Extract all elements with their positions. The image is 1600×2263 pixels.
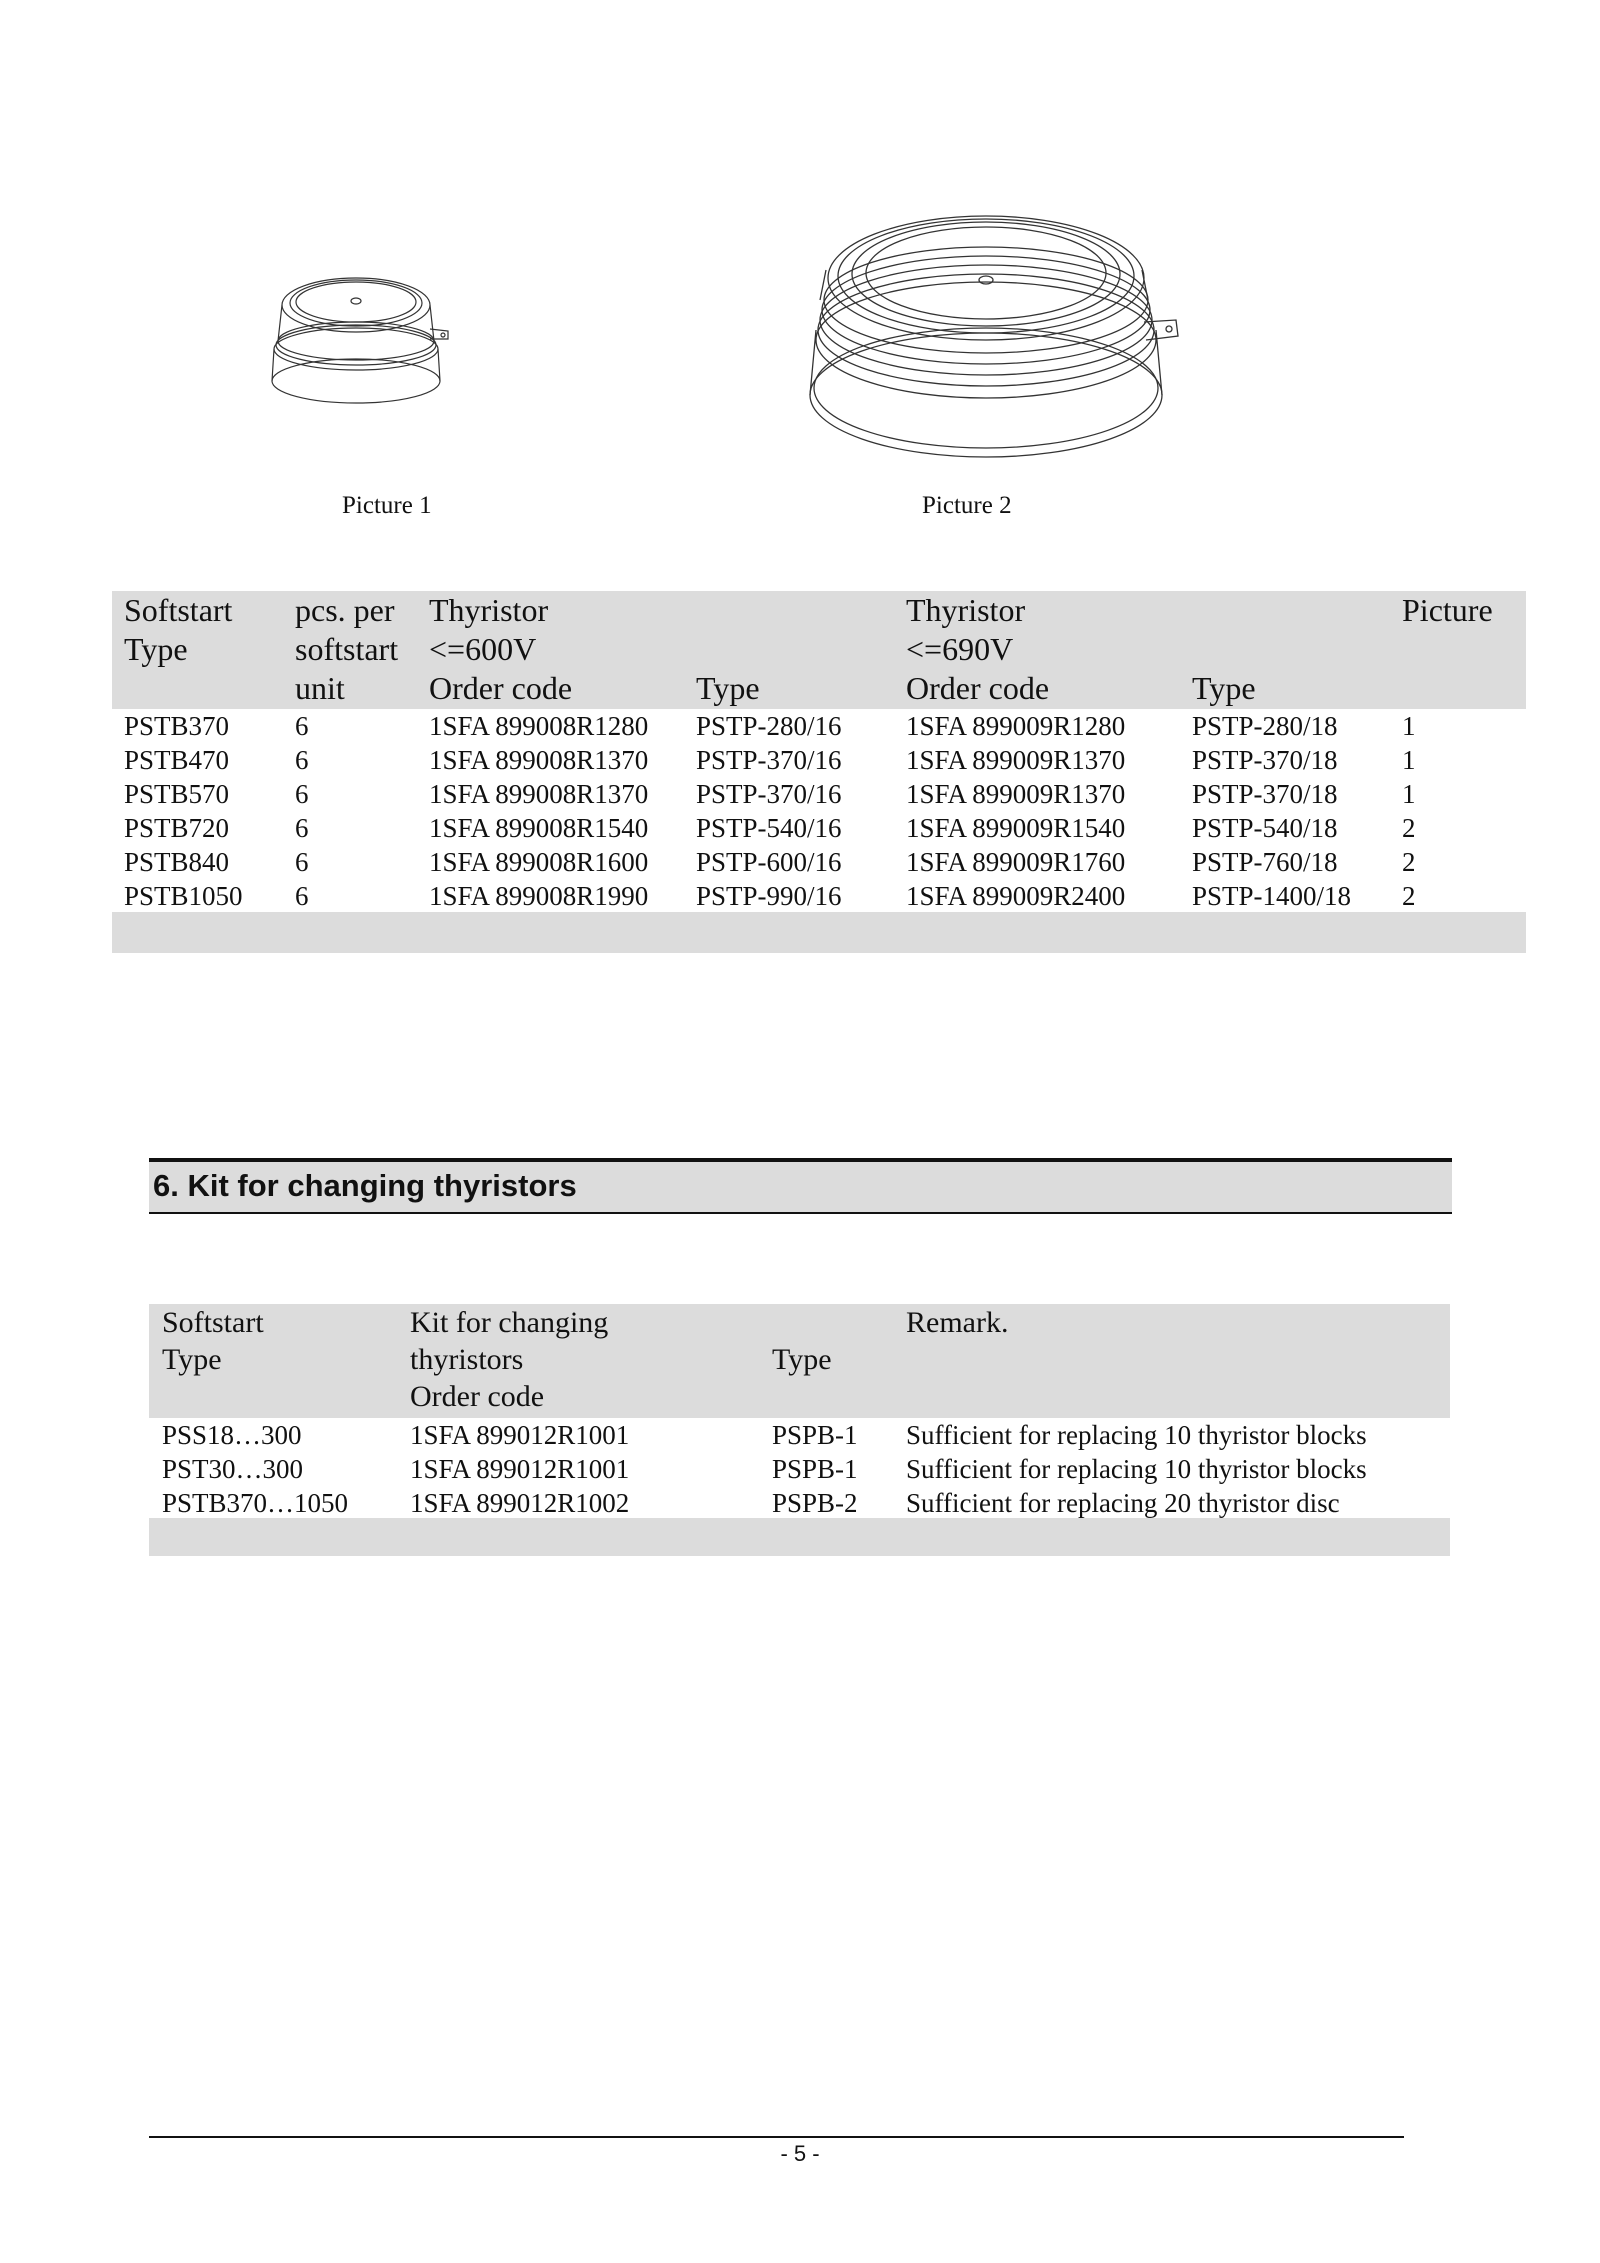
header-pcs-line1: pcs. per — [295, 592, 395, 628]
table-row — [112, 879, 1526, 913]
cell-softstart: PSTB470 — [124, 745, 230, 775]
section-title: 6. Kit for changing thyristors — [153, 1168, 577, 1203]
cell-order690: 1SFA 899009R1760 — [906, 847, 1126, 877]
cell-softstart: PSS18…300 — [162, 1420, 302, 1450]
cell-picture: 2 — [1402, 847, 1416, 877]
table-row — [149, 1452, 1450, 1486]
cell-type: PSPB-2 — [772, 1488, 858, 1518]
cell-type600: PSTP-370/16 — [696, 779, 842, 809]
header-type600: Type — [696, 670, 760, 706]
cell-type600: PSTP-370/16 — [696, 745, 842, 775]
cell-remark: Sufficient for replacing 10 thyristor blocks — [906, 1420, 1367, 1450]
thyristor-disc-large-drawing — [796, 190, 1201, 490]
header-remark: Remark. — [906, 1306, 1009, 1339]
table-row — [112, 743, 1526, 777]
header-type: Type — [772, 1343, 832, 1376]
header-kit-line1: Kit for changing — [410, 1306, 609, 1339]
header-kit-line3: Order code — [410, 1380, 545, 1413]
cell-remark: Sufficient for replacing 10 thyristor blocks — [906, 1454, 1367, 1484]
cell-pcs: 6 — [295, 711, 309, 741]
cell-softstart: PSTB370…1050 — [162, 1488, 349, 1518]
cell-picture: 2 — [1402, 813, 1416, 843]
cell-softstart: PSTB720 — [124, 813, 230, 843]
cell-order600: 1SFA 899008R1540 — [429, 813, 649, 843]
header-thyristor690-line3: Order code — [906, 670, 1050, 706]
table-row — [112, 777, 1526, 811]
footer-rule — [149, 2136, 1404, 2138]
cell-type690: PSTP-280/18 — [1192, 711, 1338, 741]
cell-order690: 1SFA 899009R2400 — [906, 881, 1126, 911]
cell-softstart: PSTB370 — [124, 711, 230, 741]
cell-order690: 1SFA 899009R1540 — [906, 813, 1126, 843]
cell-remark: Sufficient for replacing 20 thyristor disc — [906, 1488, 1340, 1518]
cell-order600: 1SFA 899008R1600 — [429, 847, 649, 877]
header-thyristor690-line1: Thyristor — [906, 592, 1026, 628]
cell-softstart: PSTB1050 — [124, 881, 243, 911]
header-thyristor690-line2: <=690V — [906, 631, 1014, 667]
table-row — [149, 1486, 1450, 1520]
header-kit-line2: thyristors — [410, 1343, 524, 1376]
cell-order600: 1SFA 899008R1370 — [429, 745, 649, 775]
thyristor-table-header — [112, 591, 1526, 709]
picture-1-caption: Picture 1 — [342, 492, 432, 519]
cell-picture: 1 — [1402, 711, 1416, 741]
header-softstart-line1: Softstart — [124, 592, 233, 628]
cell-type: PSPB-1 — [772, 1454, 858, 1484]
header-pcs-line2: softstart — [295, 631, 399, 667]
header-thyristor600-line1: Thyristor — [429, 592, 549, 628]
cell-order: 1SFA 899012R1001 — [410, 1420, 630, 1450]
cell-pcs: 6 — [295, 745, 309, 775]
cell-order690: 1SFA 899009R1280 — [906, 711, 1126, 741]
cell-type600: PSTP-540/16 — [696, 813, 842, 843]
section-heading — [149, 1158, 1452, 1214]
header-softstart-line2: Type — [162, 1343, 222, 1376]
table-row — [112, 709, 1526, 743]
header-thyristor600-line2: <=600V — [429, 631, 537, 667]
cell-type690: PSTP-540/18 — [1192, 813, 1338, 843]
thyristor-disc-small-drawing — [262, 265, 472, 415]
kit-table-header — [149, 1304, 1450, 1418]
cell-softstart: PSTB840 — [124, 847, 230, 877]
cell-pcs: 6 — [295, 847, 309, 877]
cell-softstart: PST30…300 — [162, 1454, 304, 1484]
cell-order690: 1SFA 899009R1370 — [906, 745, 1126, 775]
cell-pcs: 6 — [295, 779, 309, 809]
thyristor-table — [112, 591, 1526, 953]
cell-type600: PSTP-990/16 — [696, 881, 842, 911]
cell-type600: PSTP-600/16 — [696, 847, 842, 877]
cell-type690: PSTP-370/18 — [1192, 779, 1338, 809]
cell-softstart: PSTB570 — [124, 779, 230, 809]
header-softstart-line1: Softstart — [162, 1306, 264, 1339]
header-picture: Picture — [1402, 592, 1493, 628]
cell-pcs: 6 — [295, 881, 309, 911]
cell-type690: PSTP-760/18 — [1192, 847, 1338, 877]
cell-type600: PSTP-280/16 — [696, 711, 842, 741]
cell-pcs: 6 — [295, 813, 309, 843]
cell-picture: 1 — [1402, 745, 1416, 775]
cell-type690: PSTP-1400/18 — [1192, 881, 1352, 911]
cell-order: 1SFA 899012R1001 — [410, 1454, 630, 1484]
thyristor-table-footer-band — [112, 912, 1526, 953]
cell-order600: 1SFA 899008R1990 — [429, 881, 649, 911]
table-row — [112, 811, 1526, 845]
table-row — [112, 845, 1526, 879]
cell-type: PSPB-1 — [772, 1420, 858, 1450]
cell-picture: 2 — [1402, 881, 1416, 911]
header-softstart-line2: Type — [124, 631, 188, 667]
table-row — [149, 1418, 1450, 1452]
header-thyristor600-line3: Order code — [429, 670, 573, 706]
kit-table — [149, 1304, 1450, 1556]
thyristor-table-body — [112, 709, 1526, 912]
header-pcs-line3: unit — [295, 670, 345, 706]
picture-2-caption: Picture 2 — [922, 492, 1012, 519]
cell-order: 1SFA 899012R1002 — [410, 1488, 630, 1518]
cell-order600: 1SFA 899008R1370 — [429, 779, 649, 809]
kit-table-body — [149, 1418, 1450, 1518]
kit-table-footer-band — [149, 1518, 1450, 1556]
page-number: - 5 - — [780, 2141, 820, 2166]
cell-type690: PSTP-370/18 — [1192, 745, 1338, 775]
cell-order600: 1SFA 899008R1280 — [429, 711, 649, 741]
cell-picture: 1 — [1402, 779, 1416, 809]
header-type690: Type — [1192, 670, 1256, 706]
cell-order690: 1SFA 899009R1370 — [906, 779, 1126, 809]
